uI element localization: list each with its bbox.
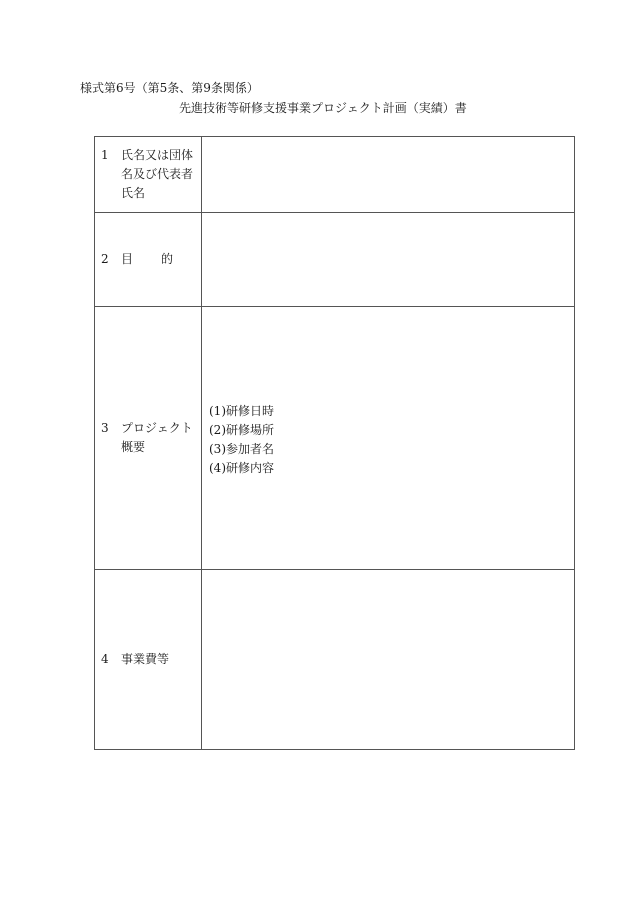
expenses-label: 事業費等 [121, 652, 170, 666]
document-title: 先進技術等研修支援事業プロジェクト計画（実績）書 [179, 101, 467, 115]
applicant-name-field[interactable] [202, 137, 575, 213]
row-number: 1 [101, 148, 109, 162]
purpose-label-cell [95, 213, 202, 307]
expenses-field[interactable] [202, 570, 575, 750]
applicant-name-label: 名及び代表者 [121, 167, 194, 181]
purpose-label: 的 [160, 252, 173, 266]
row-number: 2 [101, 252, 109, 266]
table-row [95, 137, 575, 213]
overview-item-list [202, 399, 574, 478]
table-row [95, 570, 575, 750]
list-item: (1)研修日時 [209, 403, 274, 418]
expenses-label-cell [95, 570, 202, 750]
list-item: (3)参加者名 [209, 441, 274, 456]
applicant-name-label: 氏名又は団体 [121, 148, 194, 162]
project-overview-field[interactable] [202, 307, 575, 570]
project-overview-label-cell [95, 307, 202, 570]
form-number: 様式第6号（第5条、第9条関係） [80, 81, 259, 95]
table-row [95, 213, 575, 307]
applicant-name-label: 氏名 [121, 186, 146, 200]
project-overview-label: プロジェクト [121, 421, 193, 435]
row-number: 3 [101, 421, 109, 435]
purpose-label: 目 [121, 252, 134, 266]
project-overview-label: 概要 [121, 440, 146, 454]
list-item: (4)研修内容 [209, 460, 274, 475]
list-item: (2)研修場所 [209, 422, 274, 437]
plan-form-table [94, 136, 575, 750]
purpose-field[interactable] [202, 213, 575, 307]
row-number: 4 [101, 652, 109, 666]
applicant-name-label-cell [95, 137, 202, 213]
table-row [95, 307, 575, 570]
